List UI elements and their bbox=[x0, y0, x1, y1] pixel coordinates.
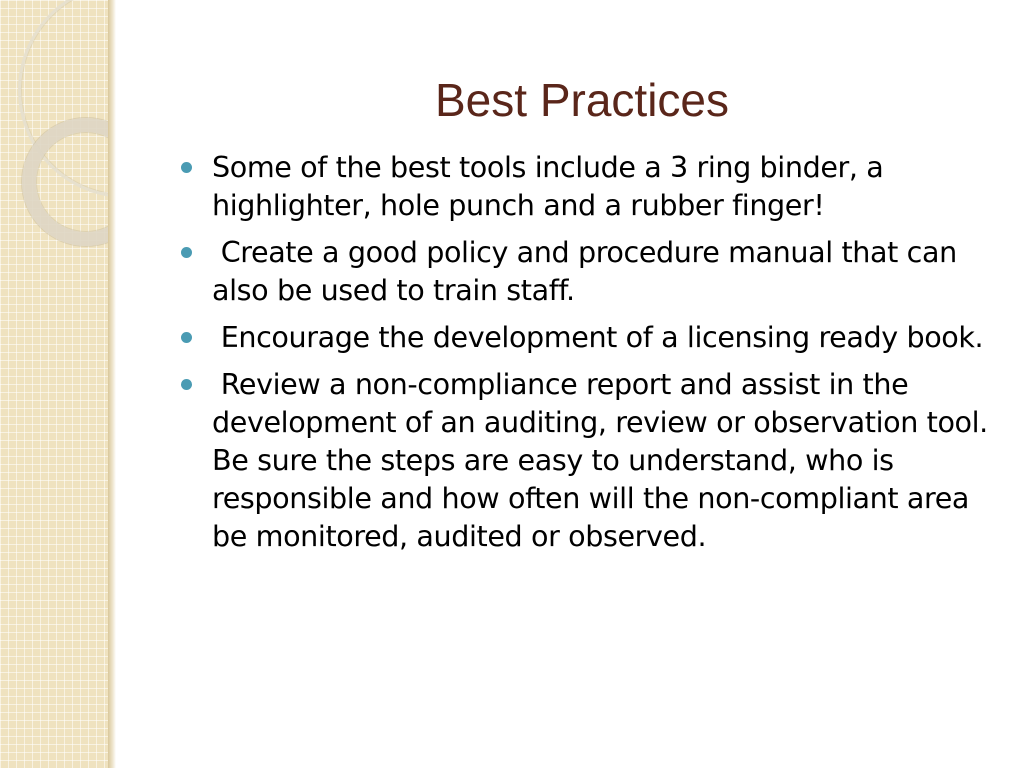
bullet-text: Review a non-compliance report and assist in the development of an auditing, review or observation tool. Be sure the steps are easy to understand, who is responsible and how often will the non-compliant area be monitored, audited or observed. bbox=[212, 367, 997, 553]
bullet-dot-icon bbox=[181, 332, 192, 343]
bullet-list bbox=[181, 148, 1006, 564]
bullet-dot-icon bbox=[181, 379, 192, 390]
decorative-sidebar bbox=[0, 0, 108, 768]
bullet-item bbox=[181, 148, 1006, 224]
sidebar-shadow-edge bbox=[108, 0, 116, 768]
bullet-text: Create a good policy and procedure manual that can also be used to train staff. bbox=[212, 235, 966, 307]
slide-title: Best Practices bbox=[435, 74, 729, 126]
bullet-text: Encourage the development of a licensing ready book. bbox=[212, 320, 984, 354]
bullet-item bbox=[181, 233, 1006, 309]
bullet-text: Some of the best tools include a 3 ring binder, a highlighter, hole punch and a rubber finger! bbox=[212, 150, 893, 222]
bullet-dot-icon bbox=[181, 247, 192, 258]
bullet-item bbox=[181, 318, 1006, 356]
bullet-dot-icon bbox=[181, 162, 192, 173]
bullet-item bbox=[181, 365, 1006, 555]
